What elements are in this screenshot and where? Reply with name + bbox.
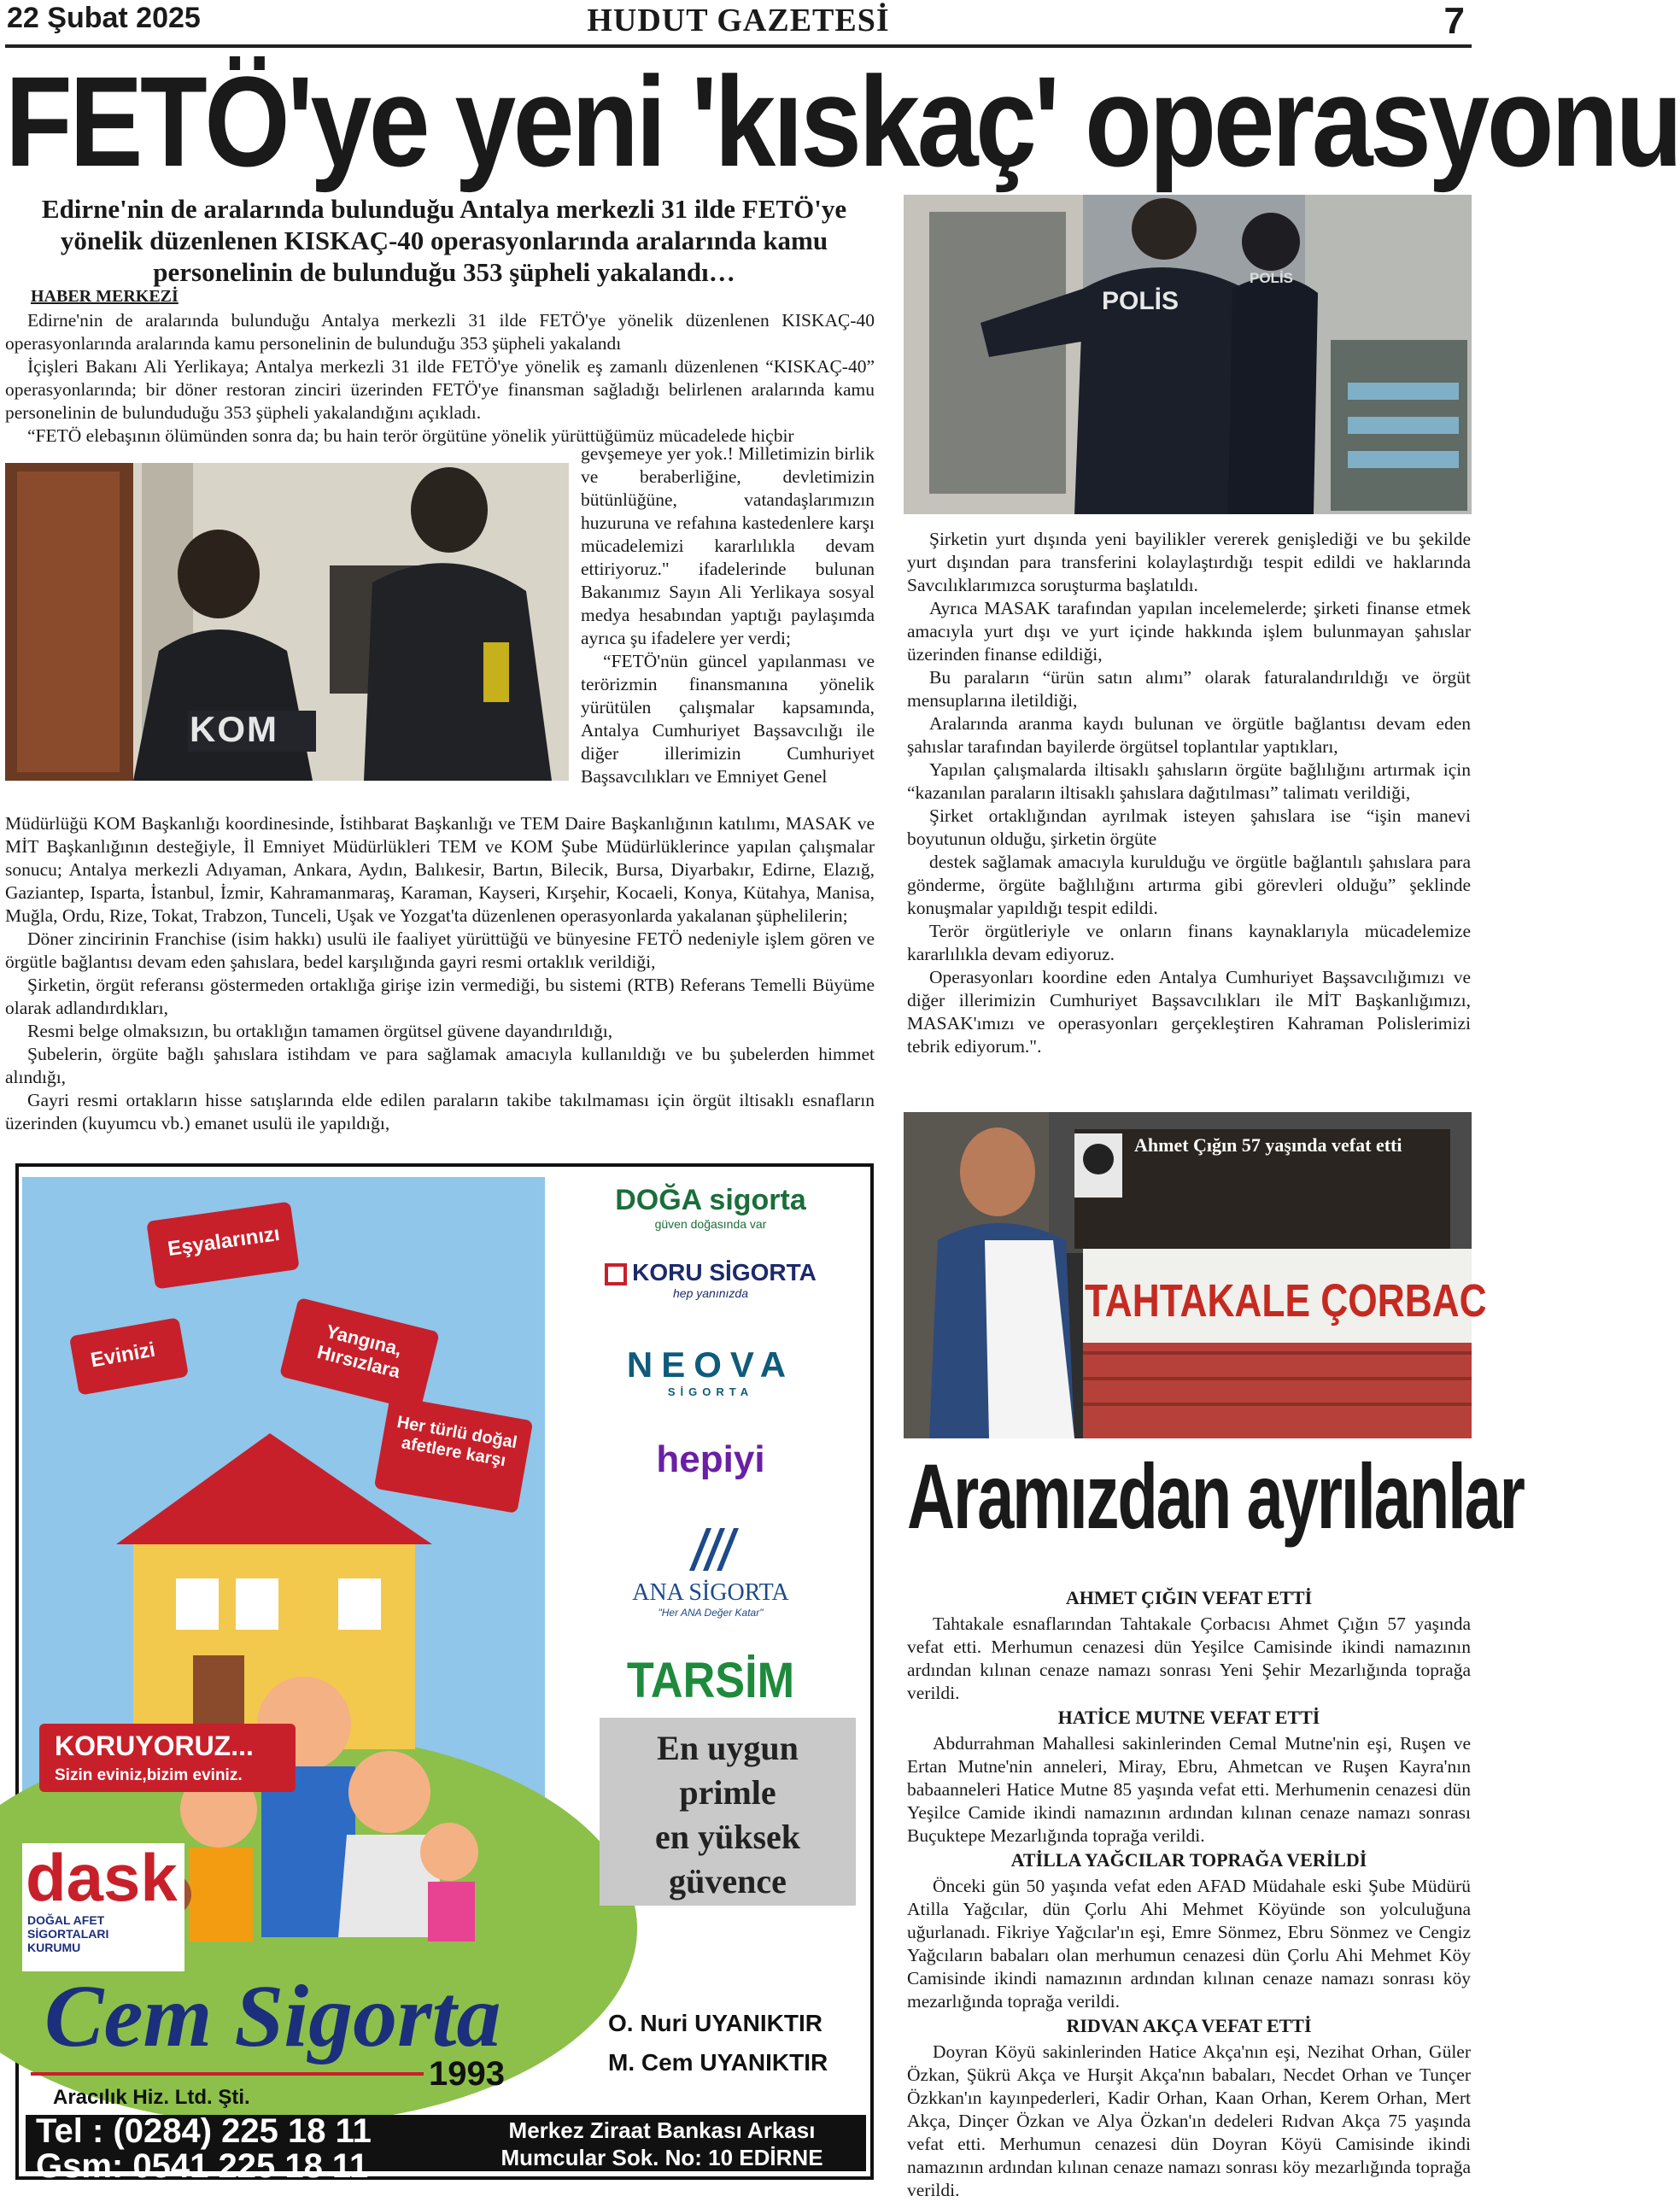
kom-photo-scene <box>5 463 569 781</box>
police-back-label-2: POLİS <box>1250 270 1294 286</box>
insurer-tagline: güven doğasında var <box>654 1217 767 1231</box>
paragraph: Şirket ortaklığından ayrılmak isteyen şahıslara ise “işin manevi boyutunun olduğu, şirketin örgüte <box>907 805 1471 849</box>
neova-logo <box>557 1344 864 1438</box>
paragraph: Şirketin yurt dışında yeni bayilikler vererek genişlediği ve bu şekilde yurt dışından para transferini kolaylaştırdığı tespit edildi ve haklarında Savcılıklarımızca soruşturma başlatıldı. <box>907 529 1471 595</box>
paragraph: Operasyonları koordine eden Antalya Cumhuriyet Başsavcılığımızı ve diğer illerimizin Cumhuriyet Başsavcılıkları ile MİT Başkanlığımızı, MASAK'ımızı ve operasyonları gerçekleştiren Kahraman Polislerimizi tebrik ediyorum.". <box>907 967 1471 1057</box>
ana-sigorta-logo <box>557 1524 864 1652</box>
brand-underline <box>31 2072 424 2076</box>
dask-logo <box>22 1840 184 1971</box>
lead-body-right <box>907 528 1471 1058</box>
owner-name: M. Cem UYANIKTIR <box>608 2049 828 2076</box>
lead-body-top <box>5 309 875 448</box>
hepiyi-logo: hepiyi <box>656 1438 765 1480</box>
kom-vest-label: KOM <box>190 709 278 749</box>
obituary-list <box>907 1585 1471 2202</box>
paragraph: Edirne'nin de aralarında bulunduğu Antalya merkezli 31 ilde FETÖ'ye yönelik düzenlenen KISKAÇ-40 operasyonlarında aralarında kamu personelinin de bulunduğu 353 şüpheli yakalandı <box>5 310 875 354</box>
paragraph: destek sağlamak amacıyla kurulduğu ve örgütle bağlantılı şahıslara para gönderme, örgüte bağlılığını artırma gibi görevleri olduğu” şeklinde konuşmalar yapıldığı tespit edildi. <box>907 852 1471 918</box>
masthead-rule <box>5 44 1472 48</box>
ad-illustration <box>22 1177 545 1971</box>
slogan-line: En uygun <box>657 1729 799 1767</box>
obituary-photo <box>904 1112 1487 1438</box>
obituary-text: Tahtakale esnaflarından Tahtakale Çorbacısı Ahmet Çığın 57 yaşında vefat etti. Merhumun cenazesi dün Yeşilce Camisinde ikindi namazının ardından kılınan cenaze namazı sonrası Yeni Şehir Mezarlığında toprağa verildi. <box>907 1613 1471 1703</box>
obituary-text: Doyran Köyü sakinlerinden Hatice Akça'nın eşi, Nezihat Orhan, Güler Özkan, Şükrü Akça ve Hurşit Akça'nın babaları, Necdet Orhan ve Tunçer Özkkan'ın kayınpederleri, Kadir Orhan, Kaan Orhan, Kerem Orhan, Mert Akça, Dinçer Özkan ve Alya Özkan'ın dedeleri Rıdvan Akça 75 yaşında vefat etti. Merhumun cenazesi dün Doyran Köyü Camisinde ikindi namazının ardından kılınan cenaze namazı sonrası köy mezarlığında toprağa verildi. <box>907 2041 1471 2200</box>
police-back-label: POLİS <box>1102 287 1180 315</box>
lead-spot: Edirne'nin de aralarında bulunduğu Antalya merkezli 31 ilde FETÖ'ye yönelik düzenlenen KISKAÇ-40 operasyonlarında aralarında kamu personelinin de bulunduğu 353 şüpheli yakalandı… <box>41 194 847 287</box>
slogan-box <box>600 1718 856 1906</box>
brand-year: 1993 <box>429 2055 505 2093</box>
obituary-item <box>907 1587 1471 1705</box>
page-number: 7 <box>1443 0 1465 42</box>
paragraph: Aralarında aranma kaydı bulunan ve örgütle bağlantısı devam eden şahıslar tarafından bayilerde örgütsel toplantılar yaptıkları, <box>907 713 1471 757</box>
bubble-label: Eşyalarınızı <box>166 1221 282 1262</box>
lead-headline: FETÖ'ye yeni 'kıskaç' operasyonu <box>5 50 1680 193</box>
police-photo-scene <box>904 195 1472 514</box>
dask-logo-mark: dask <box>26 1840 178 1915</box>
paragraph: “FETÖ elebaşının ölümünden sonra da; bu hain terör örgütüne yönelik yürüttüğümüz mücadelede hiçbir <box>27 425 794 446</box>
phone-label: Tel <box>36 2112 83 2150</box>
paragraph: Terör örgütleriyle ve onların finans kaynaklarıyla mücadelemize kararlılıkla devam ediyoruz. <box>907 921 1471 964</box>
address-line: Mumcular Sok. Nо: 10 EDİRNE <box>500 2145 823 2170</box>
bubble-label: Evinizi <box>89 1338 157 1373</box>
insurer-name-text: KORU SİGORTA <box>632 1259 817 1285</box>
brand-subtitle: Aracılık Hiz. Ltd. Şti. <box>53 2086 250 2109</box>
dask-logo-caption: DOĞAL AFET SİGORTALARI KURUMU <box>27 1913 109 1954</box>
insurer-name: ANA SİGORTA <box>632 1579 789 1606</box>
obituary-title: AHMET ÇIĞIN VEFAT ETTİ <box>1065 1587 1313 1608</box>
obituary-item <box>907 1849 1471 2013</box>
paragraph: Döner zincirinin Franchise (isim hakkı) usulü ile faaliyet yürüttüğü ve bünyesine FETÖ nedeniyle işlem gören ve örgütle bağlantısı devam eden şahıslara, bedel karşılığında gayri resmi ortaklık verildiği, <box>5 928 875 972</box>
obituary-item <box>907 1707 1471 1848</box>
police-operation-photo <box>904 195 1472 514</box>
issue-date: 22 Şubat 2025 <box>7 2 201 34</box>
paragraph: Şubelerin, örgüte bağlı şahıslara istihdam ve para sağlamak amacıyla kullanıldığı ve bu şubelerden himmet alındığı, <box>5 1044 875 1087</box>
insurer-tagline: "Her ANA Değer Katar" <box>658 1607 764 1619</box>
paragraph: Şirketin, örgüt referansı göstermeden ortaklığa girişe izin vermediği, bu sistemi (RTB) Referans Temelli Büyüme olarak adlandırdıkları, <box>5 975 875 1018</box>
paragraph: Bu paraların “ürün satın alımı” olarak faturalandırıldığı ve örgüt mensuplarına iletildiği, <box>907 667 1471 711</box>
paragraph: gevşemeye yer yok.! Milletimizin birlik ve beraberliğine, devletimizin bütünlüğüne, vatandaşlarımızın huzuruna ve refahına kastedenlere karşı mücadelemizi kararlılıkla devam ettiriyoruz." ifadelerinde bulunan Bakanımız Sayın Ali Yerlikaya sosyal medya hesabından yaptığı paylaşımda ayrıca şu ifadelere yer verdi; <box>581 443 875 648</box>
byline: HABER MERKEZİ <box>31 287 179 306</box>
insurer-logos <box>557 1184 864 1720</box>
gsm-label: Gsm: <box>36 2147 124 2185</box>
ana-sigorta-icon <box>681 1524 740 1575</box>
lead-body-bottom <box>5 812 875 1135</box>
slogan-line: primle <box>679 1773 776 1812</box>
paragraph: “FETÖ'nün güncel yapılanması ve terörizmin finansmanına yönelik yürütülen çalışmalar kapsamında, Antalya Cumhuriyet Başsavcılığı ile diğer illerimizin Cumhuriyet Başsavcılıkları ve Emniyet Genel <box>581 651 875 787</box>
paragraph: Ayrıca MASAK tarafından yapılan incelemelerde; şirketi finanse etmek amacıyla yurt dışı ve yurt içinde hakkında işlem bulunmayan şahıslar üzerinden finanse edildiği, <box>907 598 1471 665</box>
obituary-item <box>907 2015 1471 2202</box>
lead-body-beside-photo <box>581 442 875 788</box>
kom-operation-photo <box>5 463 569 781</box>
gsm-number: 0541 225 18 11 <box>132 2147 369 2185</box>
obituaries-title: Aramızdan ayrılanlar <box>907 1444 1524 1548</box>
obituary-title: ATİLLA YAĞCILAR TOPRAĞA VERİLDİ <box>1010 1849 1367 1871</box>
paragraph: Resmi belge olmaksızın, bu ortaklığın tamamen örgütsel güvene dayandırıldığı, <box>27 1021 613 1041</box>
obituary-photo-caption: Ahmet Çığın 57 yaşında vefat etti <box>1134 1134 1402 1156</box>
obituary-title: RIDVAN AKÇA VEFAT ETTİ <box>1066 2015 1312 2036</box>
koru-sigorta-logo <box>557 1259 864 1344</box>
paragraph: Müdürlüğü KOM Başkanlığı koordinesinde, İstihbarat Başkanlığı ve TEM Daire Başkanlığının katılımı, MASAK ve MİT Başkanlığının desteğiyle, İl Emniyet Müdürlükleri TEM ve KOM Şube Müdürlüklerince yapılan çalışmalar sonucu; Antalya merkezli Adıyaman, Ankara, Aydın, Balıkesir, Bartın, Bilecik, Bursa, Diyarbakır, Edirne, Elazığ, Gaziantep, Isparta, İstanbul, İzmir, Kahramanmaraş, Karaman, Kayseri, Kırşehir, Kocaeli, Konya, Kütahya, Manisa, Muğla, Ordu, Rize, Tokat, Trabzon, Tunceli, Uşak ve Yozgat'ta düzenlenen operasyonlarda yakalanan şüphelilerin; <box>5 813 875 926</box>
bubble-label: Yangına, Hırsızlara <box>314 1320 405 1383</box>
newspaper-name: HUDUT GAZETESİ <box>587 3 890 38</box>
phone-number: : (0284) 225 18 11 <box>91 2112 372 2150</box>
obituary-title: HATİCE MUTNE VEFAT ETTİ <box>1057 1707 1320 1728</box>
paragraph: İçişleri Bakanı Ali Yerlikaya; Antalya merkezli 31 ilde FETÖ'ye yönelik eş zamanlı düzenlenen “KISKAÇ-40” operasyonlarında; bir döner restoran zinciri üzerinden FETÖ'ye finansman sağladığı belirlenen aralarında kamu personelinin de bulunduduğu 353 şüpheli yakalandığını açıkladı. <box>5 356 875 423</box>
insurer-name <box>557 1259 864 1286</box>
insurer-tagline: SİGORTA <box>667 1385 754 1398</box>
address <box>470 2117 854 2171</box>
slogan-line: güvence <box>669 1862 787 1900</box>
address-line: Merkez Ziraat Bankası Arkası <box>508 2117 816 2143</box>
owner-name: O. Nuri UYANIKTIR <box>608 2010 822 2036</box>
owners <box>608 2004 828 2082</box>
insurer-name: DOĞA sigorta <box>615 1184 806 1216</box>
insurance-advertisement <box>15 1163 874 2185</box>
cem-sigorta-brand: Cem Sigorta <box>44 1967 501 2065</box>
protect-title: KORUYORUZ... <box>55 1731 254 1761</box>
obituary-text: Abdurrahman Mahallesi sakinlerinden Cemal Mutne'nin eşi, Ruşen ve Ertan Mutne'nin anneleri, Miray, Ebru, Ahmetcan ve Ruşen Kayra'nın babaanneleri Hatice Mutne 85 yaşında vefat etti. Merhumenin cenazesi dün Yeşilce Camide ikindi namazının ardından kılınan cenaze namazı sonrası Buçuktepe Mezarlığında toprağa verildi. <box>907 1733 1471 1846</box>
koru-square-icon <box>605 1263 627 1285</box>
shop-sign: TAHTAKALE ÇORBAC <box>1085 1275 1487 1326</box>
gsm-line <box>36 2149 368 2183</box>
phone-line <box>36 2111 372 2151</box>
protect-subtitle: Sizin eviniz,bizim eviniz. <box>55 1766 243 1784</box>
obituary-text: Önceki gün 50 yaşında vefat eden AFAD Müdahale eski Şube Müdürü Atilla Yağcılar, dün Çorlu Ahi Mehmet Köyünde son yolculuğuna uğurlanadı. Fikriye Yağcılar'ın eşi, Emre Sönmez, Ebru Sönmez ve Cengiz Yağcıların babaları olan merhumun cenazesi dün Çorlu Ahi Mehmet Köy Camisinde ikindi namazının ardından kılınan cenaze namazı sonrası köy mezarlığında toprağa verildi. <box>907 1876 1471 2012</box>
insurer-tagline: hep yanınızda <box>673 1286 748 1300</box>
insurer-name: NEOVA <box>626 1344 795 1385</box>
bubble-label: Her türlü doğal afetlere karşı <box>395 1412 519 1471</box>
slogan-line: en yüksek <box>654 1818 801 1856</box>
paragraph: Gayri resmi ortakların hisse satışlarında elde edilen paraların takibe takılmaması için örgüt iltisaklı esnafların üzerinden (kuyumcu vb.) emanet usulü ile yapıldığı, <box>5 1090 875 1133</box>
paragraph: Yapılan çalışmalarda iltisaklı şahısların örgüte bağlılığını artırmak için “kazanılan paraların iltisaklı şahıslara dağıtılması” talimatı verildiği, <box>907 759 1471 803</box>
doga-sigorta-logo <box>557 1184 864 1259</box>
tarsim-logo: TARSİM <box>626 1653 795 1708</box>
